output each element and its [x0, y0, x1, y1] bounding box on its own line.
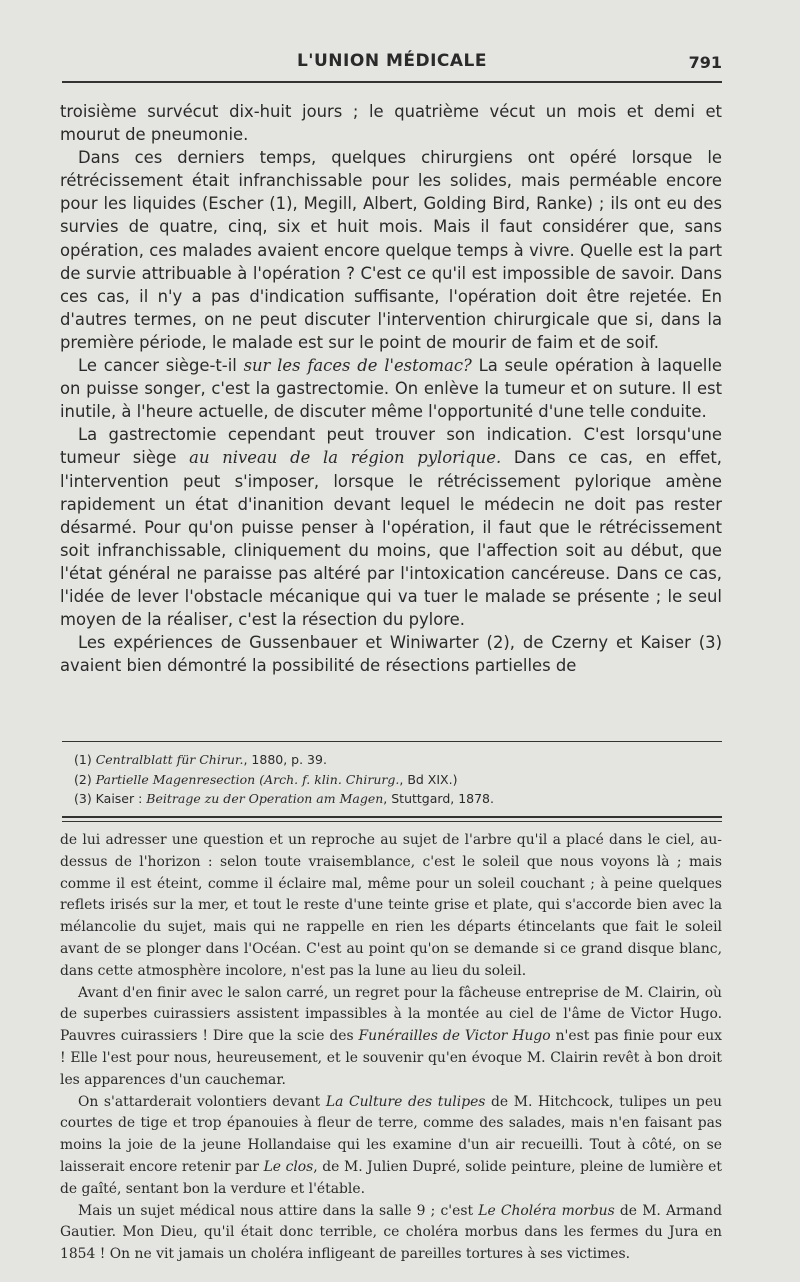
- text-run: La gastrectomie cependant peut trouver son indication. C'est lorsqu'une tumeur siège: [60, 425, 722, 468]
- italic-phrase: Le clos: [263, 1158, 314, 1175]
- text-run: Le cancer siège-t-il: [78, 356, 244, 376]
- footnote-number: (1): [74, 752, 96, 767]
- footnote-rule: [62, 741, 722, 742]
- footnote-text: , Bd XIX.): [399, 771, 458, 787]
- italic-phrase: au niveau de la région pylorique.: [189, 448, 502, 468]
- text-run: n'est pas finie pour eux ! Elle l'est pour nous, heureusement, et le souvenir qu'en évoque M. Clairin revêt à bon droit les apparences d'un cauchemar.: [60, 1028, 722, 1088]
- text-run: de M. Armand Gautier. Mon Dieu, qu'il était donc terrible, ce choléra morbus dans les fermes du Jura en 1854 ! On ne vit jamais un choléra infligeant de pareilles tortures à ses victimes.: [60, 1202, 722, 1263]
- paragraph: de lui adresser une question et un reproche au sujet de l'arbre qu'il a placé dans le ciel, au-dessus de l'horizon : selon toute vraisemblance, c'est le soleil que nous voyons là ; mais comme il est éteint, comme il éclaire mal, même pour un soleil couchant ; à peine quelques reflets irisés sur la mer, et tout le reste d'une teinte grise et plate, qui s'accorde bien avec la mélancolie du sujet, mais qui ne rappelle en rien les départs étincelants que fait le soleil avant de se plonger dans l'Océan. C'est au point qu'on se demande si ce grand disque blanc, dans cette atmosphère incolore, n'est pas la lune au lieu du soleil.: [60, 832, 722, 979]
- footnote-title: Centralblatt für Chirur.: [95, 752, 244, 767]
- paragraph: [60, 423, 722, 631]
- feuilleton-rule-bottom: [62, 821, 722, 822]
- page-number: 791: [688, 53, 722, 72]
- italic-phrase: La Culture des tulipes: [325, 1093, 486, 1110]
- footnotes: [74, 750, 694, 809]
- footnote-number: (3) Kaiser :: [74, 791, 147, 807]
- footnote-text: , 1880, p. 39.: [243, 752, 327, 767]
- footnote: [74, 750, 694, 770]
- feuilleton-column: [60, 830, 722, 1266]
- footnote-title: Beitrage zu der Operation am Magen: [146, 791, 384, 807]
- feuilleton-rule-top: [62, 816, 722, 818]
- text-run: de M. Hitchcock, tulipes un peu courtes de tige et trop épanouies à fleur de terre, comme des salades, mais n'en faisant pas moins la joie de la jeune Hollandaise qui les examine d'un air recueilli. Tout à côté, on se laisserait encore retenir par: [60, 1093, 722, 1175]
- footnote-text: , Stuttgard, 1878.: [383, 791, 494, 807]
- text-run: Dans ce cas, en effet, l'intervention peut s'imposer, lorsque le rétrécissement pylorique amène rapidement un état d'inanition devant lequel le médecin ne doit pas rester désarmé. Pour qu'on puisse penser à l'opération, il faut que le rétrécissement soit infranchissable, cliniquement du moins, que l'affection soit au début, que l'état général ne paraisse pas altéré par l'intoxication cancéreuse. Dans ce cas, l'idée de lever l'obstacle mécanique qui va tuer le malade se présente ; le seul moyen de la réaliser, c'est la résection du pylore.: [60, 448, 722, 630]
- italic-phrase: Le Choléra morbus: [478, 1202, 615, 1219]
- header-rule: [62, 81, 722, 83]
- footnote: [74, 789, 694, 809]
- running-title: L'UNION MÉDICALE: [296, 51, 488, 71]
- main-article: [60, 100, 722, 677]
- footnote-number: (2): [74, 771, 96, 787]
- italic-phrase: Funérailles de Victor Hugo: [358, 1028, 551, 1045]
- text-run: On s'attarderait volontiers devant: [78, 1093, 326, 1110]
- paragraph: [60, 354, 722, 423]
- italic-phrase: sur les faces de l'estomac?: [243, 356, 472, 376]
- paragraph: troisième survécut dix-huit jours ; le quatrième vécut un mois et demi et mourut de pneumonie.: [60, 102, 722, 145]
- paragraph: Dans ces derniers temps, quelques chirurgiens ont opéré lorsque le rétrécissement était infranchissable pour les solides, mais perméable encore pour les liquides (Escher (1), Megill, Albert, Golding Bird, Ranke) ; ils ont eu des survies de quatre, cinq, six et huit mois. Mais il faut considérer que, sans opération, ces malades avaient encore quelque temps à vivre. Quelle est la part de survie attribuable à l'opération ? C'est ce qu'il est impossible de savoir. Dans ces cas, il n'y a pas d'indication suffisante, l'opération doit être rejetée. En d'autres termes, on ne peut discuter l'intervention chirurgicale que si, dans la première période, le malade est sur le point de mourir de faim et de soif.: [60, 148, 722, 352]
- text-run: Avant d'en finir avec le salon carré, un regret pour la fâcheuse entreprise de M. Clairin, où de superbes cuirassiers assistent impassibles à la montée au ciel de l'âme de Victor Hugo. Pauvres cuirassiers ! Dire que la scie des: [60, 984, 722, 1045]
- paragraph: [60, 983, 722, 1092]
- paragraph: [60, 1201, 722, 1266]
- paragraph: Les expériences de Gussenbauer et Winiwarter (2), de Czerny et Kaiser (3) avaient bien démontré la possibilité de résections partielles de: [60, 633, 722, 676]
- paragraph: [60, 1092, 722, 1201]
- text-run: , de M. Julien Dupré, solide peinture, pleine de lumière et de gaîté, sentant bon la verdure et l'étable.: [60, 1158, 722, 1197]
- footnote: [74, 770, 694, 790]
- footnote-title: Partielle Magenresection (Arch. f. klin. Chirurg.: [95, 771, 400, 787]
- page-header: [62, 48, 722, 78]
- text-run: La seule opération à laquelle on puisse songer, c'est la gastrectomie. On enlève la tumeur et on suture. Il est inutile, à l'heure actuelle, de discuter même l'opportunité d'une telle conduite.: [60, 356, 722, 422]
- text-run: Mais un sujet médical nous attire dans la salle 9 ; c'est: [78, 1202, 479, 1219]
